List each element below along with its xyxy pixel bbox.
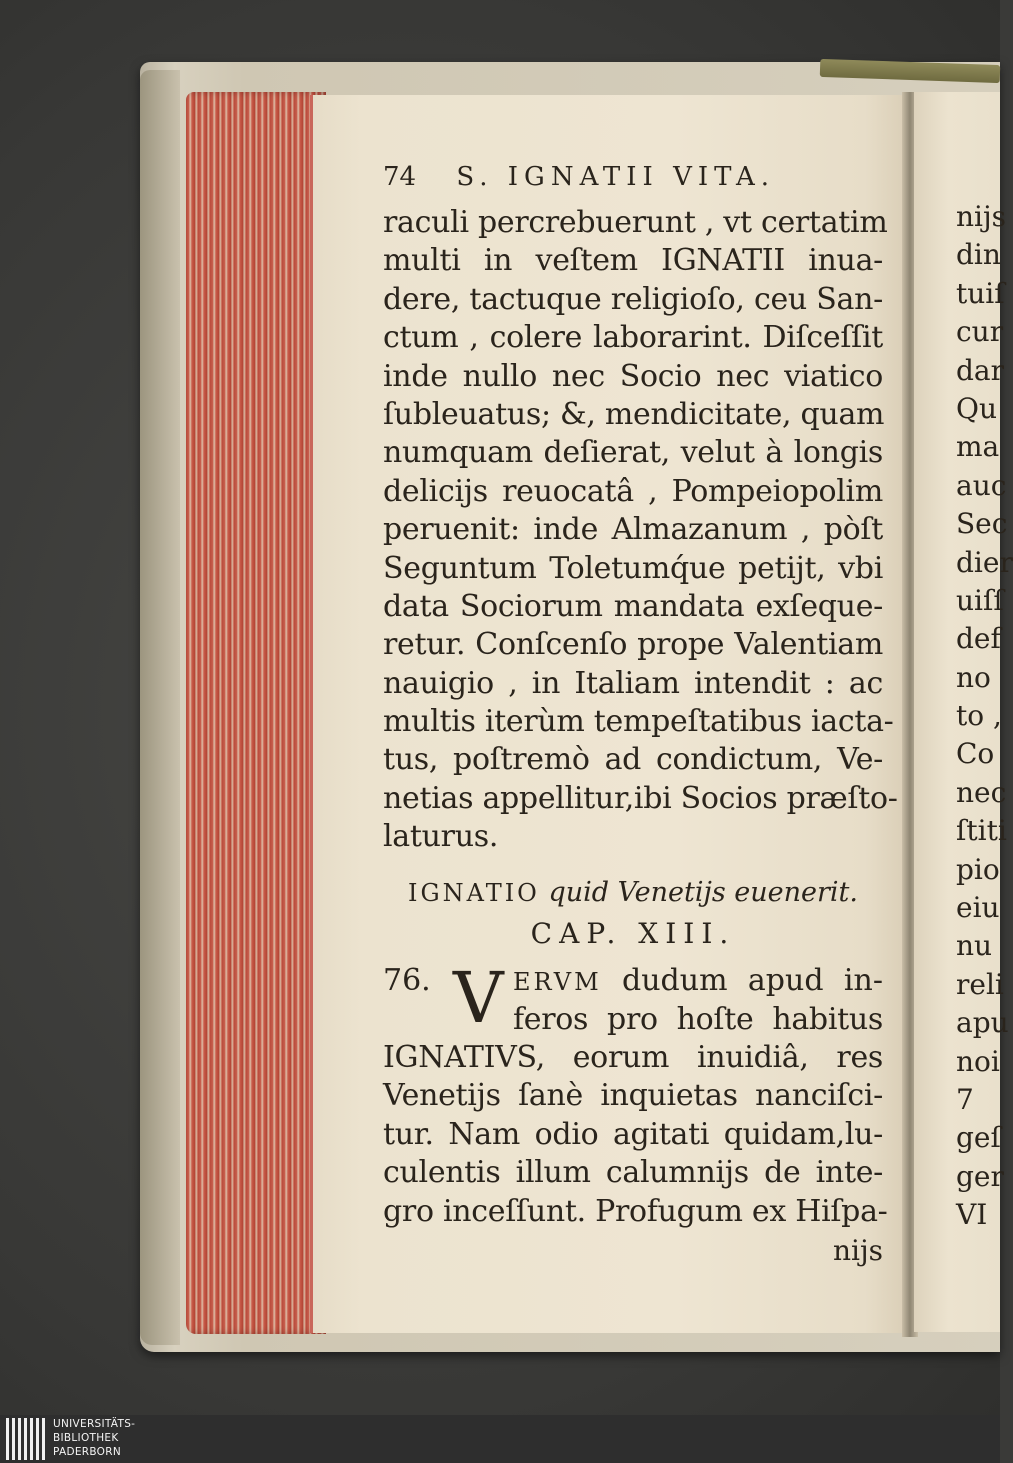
facing-line-fragment: no [956, 660, 991, 694]
page-number: 74 [383, 162, 417, 192]
facing-line-fragment: ma [956, 430, 1000, 464]
library-logo-icon [6, 1418, 48, 1460]
facing-line-fragment: Co [956, 737, 995, 771]
text-line: Seguntum Toletumq́ue petijt, vbi [383, 550, 883, 586]
text-line: data Sociorum mandata exſeque- [383, 588, 883, 624]
text-line: nauigio , in Italiam intendit : ac [383, 665, 883, 701]
text-line: laturus. [383, 819, 499, 855]
facing-line-fragment: geſ [956, 1121, 1001, 1155]
text-line: peruenit: inde Almazanum , pòſt [383, 512, 883, 548]
chapter-number: CAP. XIII. [530, 916, 736, 950]
first-word-caps: ERVM [513, 967, 602, 996]
text-line: Venetijs ſanè inquietas nanciſci- [383, 1078, 883, 1114]
text-line: culentis illum calumnijs de inte- [383, 1155, 883, 1191]
red-page-edges [186, 92, 326, 1334]
facing-line-fragment: eiu [956, 891, 1000, 925]
paragraph-75 [383, 204, 898, 857]
facing-line-fragment: nijs [956, 200, 1007, 233]
facing-line-fragment: nu [956, 929, 993, 963]
facing-line-fragment: apu [956, 1006, 1009, 1040]
text-line: gro inceſſunt. Profugum ex Hiſpa- [383, 1193, 888, 1229]
facing-page-text [956, 198, 1013, 1235]
chapter-title-caps: IGNATIO [408, 878, 540, 907]
facing-line-fragment: 7 [956, 1082, 974, 1116]
paragraph-76-second-line: feros pro hoſte habitus [513, 1001, 883, 1037]
facing-line-fragment: cur [956, 315, 1004, 349]
facing-line-fragment: VI [956, 1198, 988, 1232]
facing-line-fragment: nec [956, 775, 1007, 809]
text-line: retur. Conſcenſo prope Valentiam [383, 627, 883, 663]
library-footer [0, 1415, 1000, 1463]
facing-line-fragment: auc [956, 468, 1007, 502]
paragraph-number: 76. [383, 962, 431, 998]
text-line: inde nullo nec Socio nec viatico [383, 358, 883, 394]
facing-line-fragment: din [956, 238, 1001, 272]
text-line: raculi percrebuerunt , vt certatim [383, 205, 888, 240]
facing-line-fragment: pio [956, 852, 1000, 886]
facing-line-fragment: uiſſ [956, 583, 1004, 617]
text-line: multi in veſtem IGNATII inua- [383, 243, 883, 279]
running-title: S. IGNATII VITA. [456, 162, 776, 192]
text-line: tus, poſtremò ad condictum, Ve- [383, 742, 883, 778]
facing-line-fragment: dier [956, 545, 1013, 579]
facing-line-fragment: reli [956, 967, 1004, 1001]
first-line-text: dudum apud in- [622, 962, 883, 998]
page-text [383, 162, 898, 1271]
chapter-title [383, 877, 883, 917]
catchword: nijs [832, 1233, 883, 1267]
logo-line-3: PADERBORN [53, 1446, 121, 1458]
facing-line-fragment: tuiſ [956, 276, 1005, 310]
text-line: ctum , colere laborarint. Diſceſſit [383, 320, 883, 356]
text-line: netias appellitur,ibi Socios præſto- [383, 780, 898, 816]
text-line: tur. Nam odio agitati quidam,lu- [383, 1116, 883, 1152]
logo-line-2: BIBLIOTHEK [53, 1432, 119, 1444]
facing-line-fragment: ger [956, 1159, 1004, 1193]
facing-line-fragment: Qu [956, 391, 997, 425]
book-spine [140, 70, 180, 1345]
drop-capital: V [453, 956, 504, 1039]
facing-line-fragment: ſtiti [956, 814, 1007, 848]
facing-line-fragment: to , [956, 699, 1002, 733]
text-line: numquam deſierat, velut à longis [383, 435, 883, 471]
paragraph-76-body [383, 1039, 888, 1231]
facing-line-fragment: def [956, 622, 1001, 656]
text-line: ſubleuatus; &, mendicitate, quam [383, 396, 885, 432]
text-line: delicijs reuocatâ , Pompeiopolim [383, 473, 883, 509]
library-logo-text [53, 1417, 135, 1459]
logo-line-1: UNIVERSITÄTS- [53, 1418, 136, 1430]
facing-line-fragment: Sec [956, 507, 1008, 541]
text-line: multis iterùm tempeſtatibus iacta- [383, 704, 894, 740]
facing-line-fragment: dar [956, 353, 1005, 387]
text-line: IGNATIVS, eorum inuidiâ, res [383, 1040, 883, 1076]
chapter-title-italic: quid Venetijs euenerit. [548, 876, 858, 908]
facing-line-fragment: noi [956, 1044, 1000, 1078]
running-header [383, 162, 883, 202]
text-line: dere, tactuque religioſo, ceu San- [383, 281, 883, 317]
